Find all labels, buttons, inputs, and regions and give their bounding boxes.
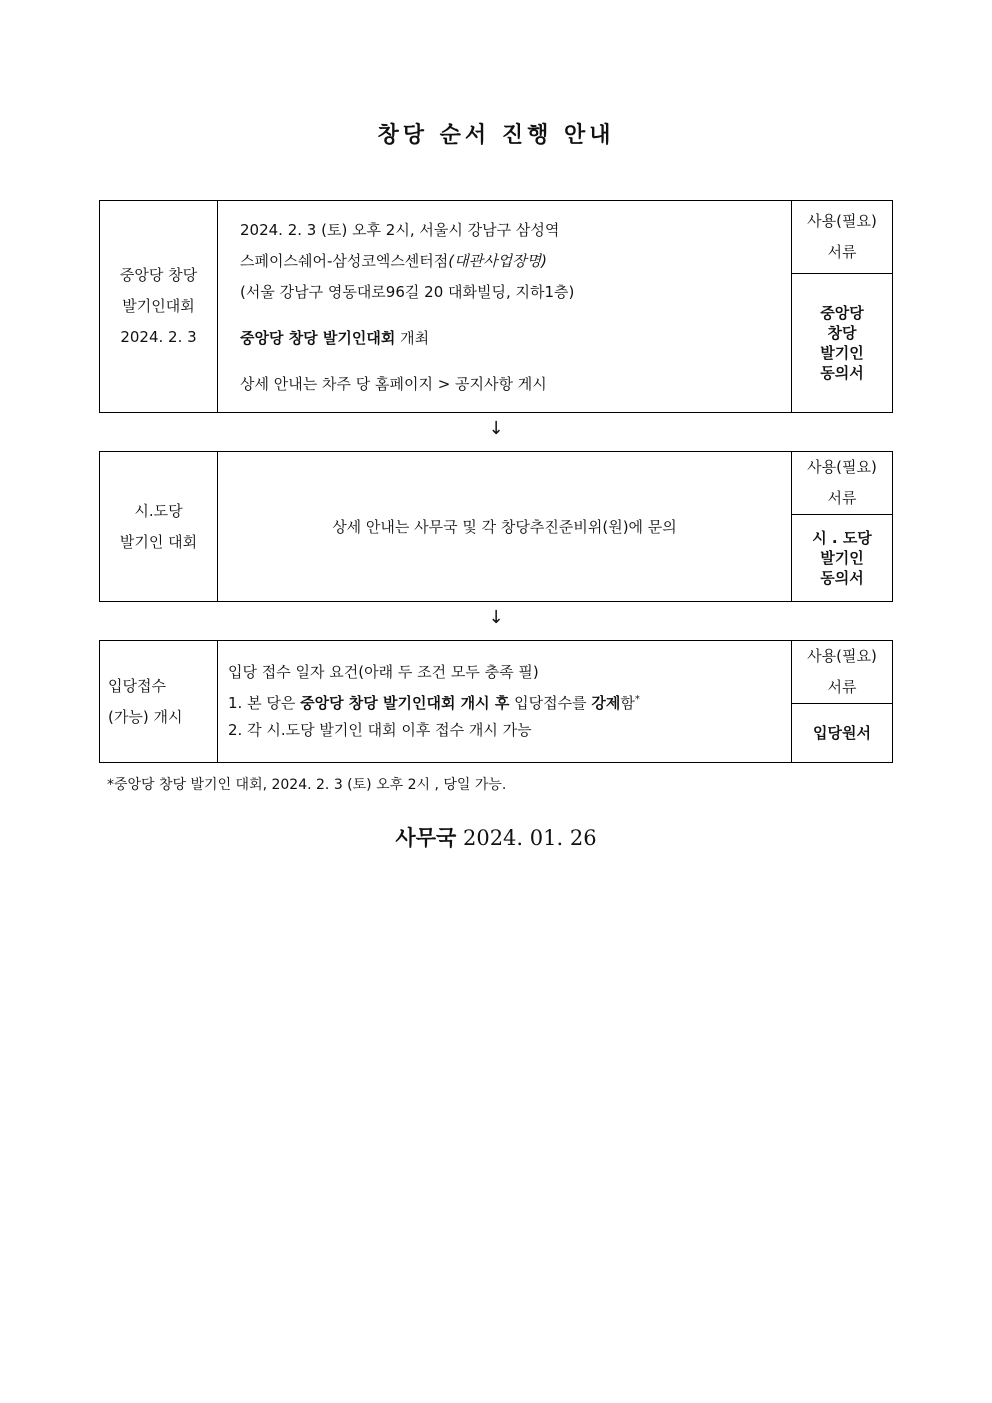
step3-condition-1 [228,686,781,717]
step3-label-line1: 입당접수 [108,676,166,695]
step1-event [240,323,769,354]
step2-doc-line3: 동의서 [820,569,864,587]
docs-header-label2: 서류 [827,243,857,261]
step2-label-line2: 발기인 대회 [119,532,198,551]
footnote: *중앙당 창당 발기인 대회, 2024. 2. 3 (토) 오후 2시 , 당일 가능. [107,777,507,793]
step1-label-date: 2024. 2. 3 [120,328,197,346]
step1-venue-name: 스페이스쉐어-삼성코엑스센터점 [240,252,449,270]
step1-doc-line1: 중앙당 [820,304,864,322]
down-arrow-icon: ↓ [488,418,504,439]
step3-details [218,641,792,763]
step2-label [100,452,218,602]
step2-label-line1: 시.도당 [134,501,183,520]
step2-docs-header [792,452,893,515]
signature [0,822,992,852]
step1-required-doc [792,274,893,413]
step3-doc-line1: 입당원서 [813,724,871,742]
docs-header-label: 사용(필요) [807,212,877,230]
docs-header-label: 사용(필요) [807,647,877,665]
footnote-marker: * [634,694,640,705]
step3-cond1-c: 입당접수를 [509,694,592,712]
step1-label-line1: 중앙당 창당 [119,266,198,284]
step2-required-doc [792,515,893,602]
step3-label-line2: (가능) 개시 [108,707,183,726]
step-membership-intake [99,640,893,763]
step1-docs-header [792,201,893,274]
step1-details [218,201,792,413]
step1-doc-line2: 창당 [827,324,857,342]
docs-header-label: 사용(필요) [807,458,877,476]
signature-org: 사무국 [395,825,457,850]
step3-condition-2: 2. 각 시.도당 발기인 대회 이후 접수 개시 가능 [228,721,532,739]
step3-requirement-heading: 입당 접수 일자 요건(아래 두 조건 모두 충족 필) [228,663,539,681]
step3-label [100,641,218,763]
step3-cond1-e: 함 [620,694,635,712]
document-title: 창당 순서 진행 안내 [377,122,615,148]
step3-docs-header [792,641,893,704]
step1-address: (서울 강남구 영동대로96길 20 대화빌딩, 지하1층) [240,283,575,301]
step3-cond1-b: 중앙당 창당 발기인대회 개시 후 [300,694,510,712]
docs-header-label2: 서류 [827,678,857,696]
step2-doc-line1: 시 . 도당 [812,529,872,547]
step2-doc-line2: 발기인 [820,549,864,567]
step1-doc-line4: 동의서 [820,364,864,382]
step3-cond1-d: 강제 [591,694,621,712]
step1-doc-line3: 발기인 [820,344,864,362]
docs-header-label2: 서류 [827,489,857,507]
step1-event-name: 중앙당 창당 발기인대회 [240,329,396,347]
step1-notice: 상세 안내는 차주 당 홈페이지 > 공지사항 게시 [240,375,547,393]
down-arrow-icon: ↓ [488,607,504,628]
step-central-party-founding [99,200,893,413]
step-regional-party-founding [99,451,893,602]
step3-required-doc [792,704,893,763]
step1-label [100,201,218,413]
step1-venue-note: (대관사업장명) [448,252,547,270]
signature-date: 2024. 01. 26 [462,826,597,850]
step2-notice: 상세 안내는 사무국 및 각 창당추진준비위(원)에 문의 [332,518,677,536]
step1-label-line2: 발기인대회 [122,297,195,315]
step2-details [218,452,792,602]
step1-datetime-place: 2024. 2. 3 (토) 오후 2시, 서울시 강남구 삼성역 [240,221,560,239]
step1-event-verb: 개최 [395,329,430,347]
step3-cond1-a: 1. 본 당은 [228,694,301,712]
step1-venue [240,246,769,277]
